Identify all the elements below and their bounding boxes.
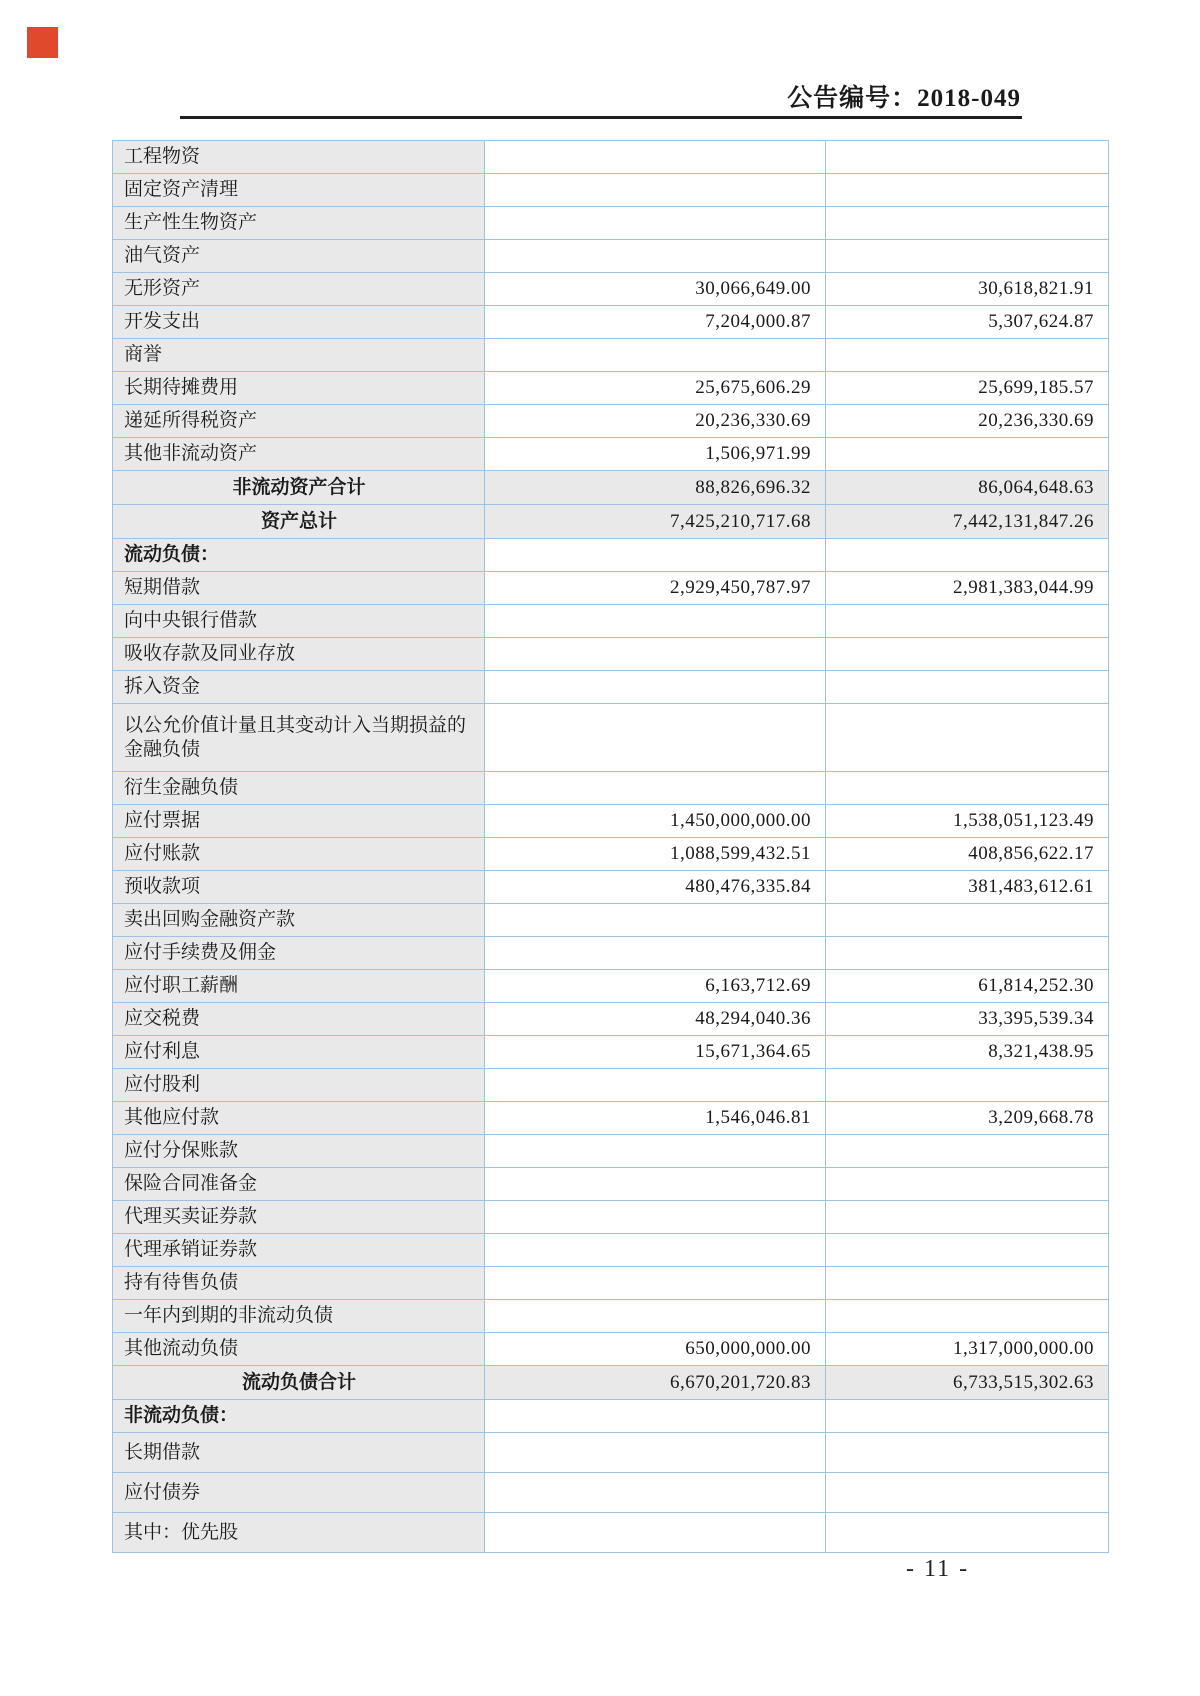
- current-period-value: [485, 904, 826, 937]
- row-label: 应付职工薪酬: [113, 970, 485, 1003]
- row-label: 应付手续费及佣金: [113, 937, 485, 970]
- row-label: 短期借款: [113, 572, 485, 605]
- current-period-value: 15,671,364.65: [485, 1036, 826, 1069]
- current-period-value: 1,450,000,000.00: [485, 805, 826, 838]
- table-row: [113, 539, 1109, 572]
- table-row: [113, 1300, 1109, 1333]
- prior-period-value: 30,618,821.91: [826, 273, 1109, 306]
- current-period-value: 20,236,330.69: [485, 405, 826, 438]
- table-row: [113, 174, 1109, 207]
- header-rule: [180, 116, 1022, 119]
- table-row: [113, 838, 1109, 871]
- table-row: [113, 1201, 1109, 1234]
- current-period-value: [485, 1234, 826, 1267]
- table-row: [113, 1003, 1109, 1036]
- table-row: [113, 970, 1109, 1003]
- table-row: [113, 904, 1109, 937]
- row-label: 应付债券: [113, 1473, 485, 1513]
- row-label: 其他应付款: [113, 1102, 485, 1135]
- current-period-value: 7,425,210,717.68: [485, 505, 826, 539]
- current-period-value: [485, 1267, 826, 1300]
- table-row: [113, 273, 1109, 306]
- current-period-value: 2,929,450,787.97: [485, 572, 826, 605]
- current-period-value: 6,670,201,720.83: [485, 1366, 826, 1400]
- prior-period-value: [826, 1267, 1109, 1300]
- prior-period-value: 25,699,185.57: [826, 372, 1109, 405]
- row-label: 其他流动负债: [113, 1333, 485, 1366]
- row-label: 生产性生物资产: [113, 207, 485, 240]
- table-row: [113, 405, 1109, 438]
- current-period-value: 30,066,649.00: [485, 273, 826, 306]
- prior-period-value: [826, 1201, 1109, 1234]
- table-row: [113, 1234, 1109, 1267]
- row-label: 持有待售负债: [113, 1267, 485, 1300]
- prior-period-value: [826, 438, 1109, 471]
- prior-period-value: [826, 1069, 1109, 1102]
- table-row: [113, 1513, 1109, 1553]
- prior-period-value: [826, 1400, 1109, 1433]
- table-row: [113, 1366, 1109, 1400]
- table-row: [113, 1168, 1109, 1201]
- current-period-value: 650,000,000.00: [485, 1333, 826, 1366]
- prior-period-value: 7,442,131,847.26: [826, 505, 1109, 539]
- table-row: [113, 1036, 1109, 1069]
- prior-period-value: [826, 1135, 1109, 1168]
- table-row: [113, 805, 1109, 838]
- current-period-value: [485, 539, 826, 572]
- row-label: 衍生金融负债: [113, 772, 485, 805]
- current-period-value: [485, 1473, 826, 1513]
- row-label: 应付股利: [113, 1069, 485, 1102]
- row-label: 无形资产: [113, 273, 485, 306]
- prior-period-value: 408,856,622.17: [826, 838, 1109, 871]
- row-label: 其中：优先股: [113, 1513, 485, 1553]
- table-row: [113, 438, 1109, 471]
- current-period-value: [485, 1201, 826, 1234]
- row-label: 向中央银行借款: [113, 605, 485, 638]
- row-label: 应付账款: [113, 838, 485, 871]
- prior-period-value: [826, 1168, 1109, 1201]
- current-period-value: [485, 1168, 826, 1201]
- table-row: [113, 505, 1109, 539]
- table-row: [113, 704, 1109, 772]
- table-row: [113, 1102, 1109, 1135]
- row-label: 保险合同准备金: [113, 1168, 485, 1201]
- prior-period-value: [826, 937, 1109, 970]
- table-row: [113, 1333, 1109, 1366]
- accent-square: [27, 27, 58, 58]
- prior-period-value: 5,307,624.87: [826, 306, 1109, 339]
- prior-period-value: 6,733,515,302.63: [826, 1366, 1109, 1400]
- row-label: 应付利息: [113, 1036, 485, 1069]
- table-row: [113, 937, 1109, 970]
- table-row: [113, 306, 1109, 339]
- table-row: [113, 141, 1109, 174]
- current-period-value: [485, 704, 826, 772]
- table-row: [113, 339, 1109, 372]
- current-period-value: [485, 772, 826, 805]
- prior-period-value: [826, 671, 1109, 704]
- current-period-value: [485, 638, 826, 671]
- prior-period-value: [826, 1433, 1109, 1473]
- row-label: 开发支出: [113, 306, 485, 339]
- current-period-value: 25,675,606.29: [485, 372, 826, 405]
- prior-period-value: [826, 174, 1109, 207]
- prior-period-value: [826, 772, 1109, 805]
- prior-period-value: [826, 207, 1109, 240]
- current-period-value: [485, 937, 826, 970]
- table-row: [113, 471, 1109, 505]
- row-label: 递延所得税资产: [113, 405, 485, 438]
- prior-period-value: [826, 704, 1109, 772]
- current-period-value: [485, 207, 826, 240]
- table-row: [113, 871, 1109, 904]
- current-period-value: 48,294,040.36: [485, 1003, 826, 1036]
- table-row: [113, 372, 1109, 405]
- prior-period-value: [826, 1234, 1109, 1267]
- table-row: [113, 1400, 1109, 1433]
- prior-period-value: [826, 539, 1109, 572]
- row-label: 工程物资: [113, 141, 485, 174]
- balance-table-body: [113, 141, 1109, 1553]
- row-label: 长期待摊费用: [113, 372, 485, 405]
- row-label: 应交税费: [113, 1003, 485, 1036]
- row-label: 应付票据: [113, 805, 485, 838]
- current-period-value: [485, 240, 826, 273]
- row-label: 非流动负债：: [113, 1400, 485, 1433]
- row-label: 代理承销证券款: [113, 1234, 485, 1267]
- prior-period-value: [826, 339, 1109, 372]
- current-period-value: [485, 1300, 826, 1333]
- prior-period-value: 61,814,252.30: [826, 970, 1109, 1003]
- table-row: [113, 1433, 1109, 1473]
- row-label: 流动负债：: [113, 539, 485, 572]
- row-label: 代理买卖证券款: [113, 1201, 485, 1234]
- current-period-value: [485, 174, 826, 207]
- table-row: [113, 1267, 1109, 1300]
- prior-period-value: [826, 904, 1109, 937]
- current-period-value: [485, 1400, 826, 1433]
- row-label: 卖出回购金融资产款: [113, 904, 485, 937]
- prior-period-value: 381,483,612.61: [826, 871, 1109, 904]
- current-period-value: 1,506,971.99: [485, 438, 826, 471]
- table-row: [113, 1069, 1109, 1102]
- prior-period-value: 2,981,383,044.99: [826, 572, 1109, 605]
- table-row: [113, 1135, 1109, 1168]
- row-label: 长期借款: [113, 1433, 485, 1473]
- prior-period-value: 1,317,000,000.00: [826, 1333, 1109, 1366]
- prior-period-value: [826, 141, 1109, 174]
- current-period-value: 1,546,046.81: [485, 1102, 826, 1135]
- table-row: [113, 572, 1109, 605]
- current-period-value: [485, 605, 826, 638]
- prior-period-value: 86,064,648.63: [826, 471, 1109, 505]
- current-period-value: 1,088,599,432.51: [485, 838, 826, 871]
- prior-period-value: [826, 1513, 1109, 1553]
- current-period-value: [485, 141, 826, 174]
- row-label: 拆入资金: [113, 671, 485, 704]
- row-label: 预收款项: [113, 871, 485, 904]
- table-row: [113, 638, 1109, 671]
- balance-sheet-table: [112, 140, 1109, 1553]
- prior-period-value: [826, 1300, 1109, 1333]
- prior-period-value: 3,209,668.78: [826, 1102, 1109, 1135]
- table-row: [113, 240, 1109, 273]
- current-period-value: [485, 1135, 826, 1168]
- row-label: 油气资产: [113, 240, 485, 273]
- row-label: 一年内到期的非流动负债: [113, 1300, 485, 1333]
- row-label: 非流动资产合计: [113, 471, 485, 505]
- current-period-value: [485, 671, 826, 704]
- row-label: 以公允价值计量且其变动计入当期损益的金融负债: [113, 704, 485, 772]
- page-number: - 11 -: [906, 1556, 970, 1582]
- prior-period-value: 20,236,330.69: [826, 405, 1109, 438]
- row-label: 应付分保账款: [113, 1135, 485, 1168]
- row-label: 吸收存款及同业存放: [113, 638, 485, 671]
- current-period-value: [485, 339, 826, 372]
- row-label: 商誉: [113, 339, 485, 372]
- row-label: 其他非流动资产: [113, 438, 485, 471]
- prior-period-value: [826, 638, 1109, 671]
- prior-period-value: [826, 605, 1109, 638]
- table-row: [113, 671, 1109, 704]
- prior-period-value: 1,538,051,123.49: [826, 805, 1109, 838]
- prior-period-value: 33,395,539.34: [826, 1003, 1109, 1036]
- current-period-value: 88,826,696.32: [485, 471, 826, 505]
- current-period-value: [485, 1513, 826, 1553]
- row-label: 资产总计: [113, 505, 485, 539]
- row-label: 固定资产清理: [113, 174, 485, 207]
- current-period-value: 7,204,000.87: [485, 306, 826, 339]
- prior-period-value: [826, 240, 1109, 273]
- table-row: [113, 772, 1109, 805]
- current-period-value: 480,476,335.84: [485, 871, 826, 904]
- table-row: [113, 605, 1109, 638]
- current-period-value: 6,163,712.69: [485, 970, 826, 1003]
- row-label: 流动负债合计: [113, 1366, 485, 1400]
- doc-number: 公告编号：2018-049: [787, 85, 1021, 112]
- table-row: [113, 1473, 1109, 1513]
- current-period-value: [485, 1069, 826, 1102]
- current-period-value: [485, 1433, 826, 1473]
- prior-period-value: [826, 1473, 1109, 1513]
- prior-period-value: 8,321,438.95: [826, 1036, 1109, 1069]
- table-row: [113, 207, 1109, 240]
